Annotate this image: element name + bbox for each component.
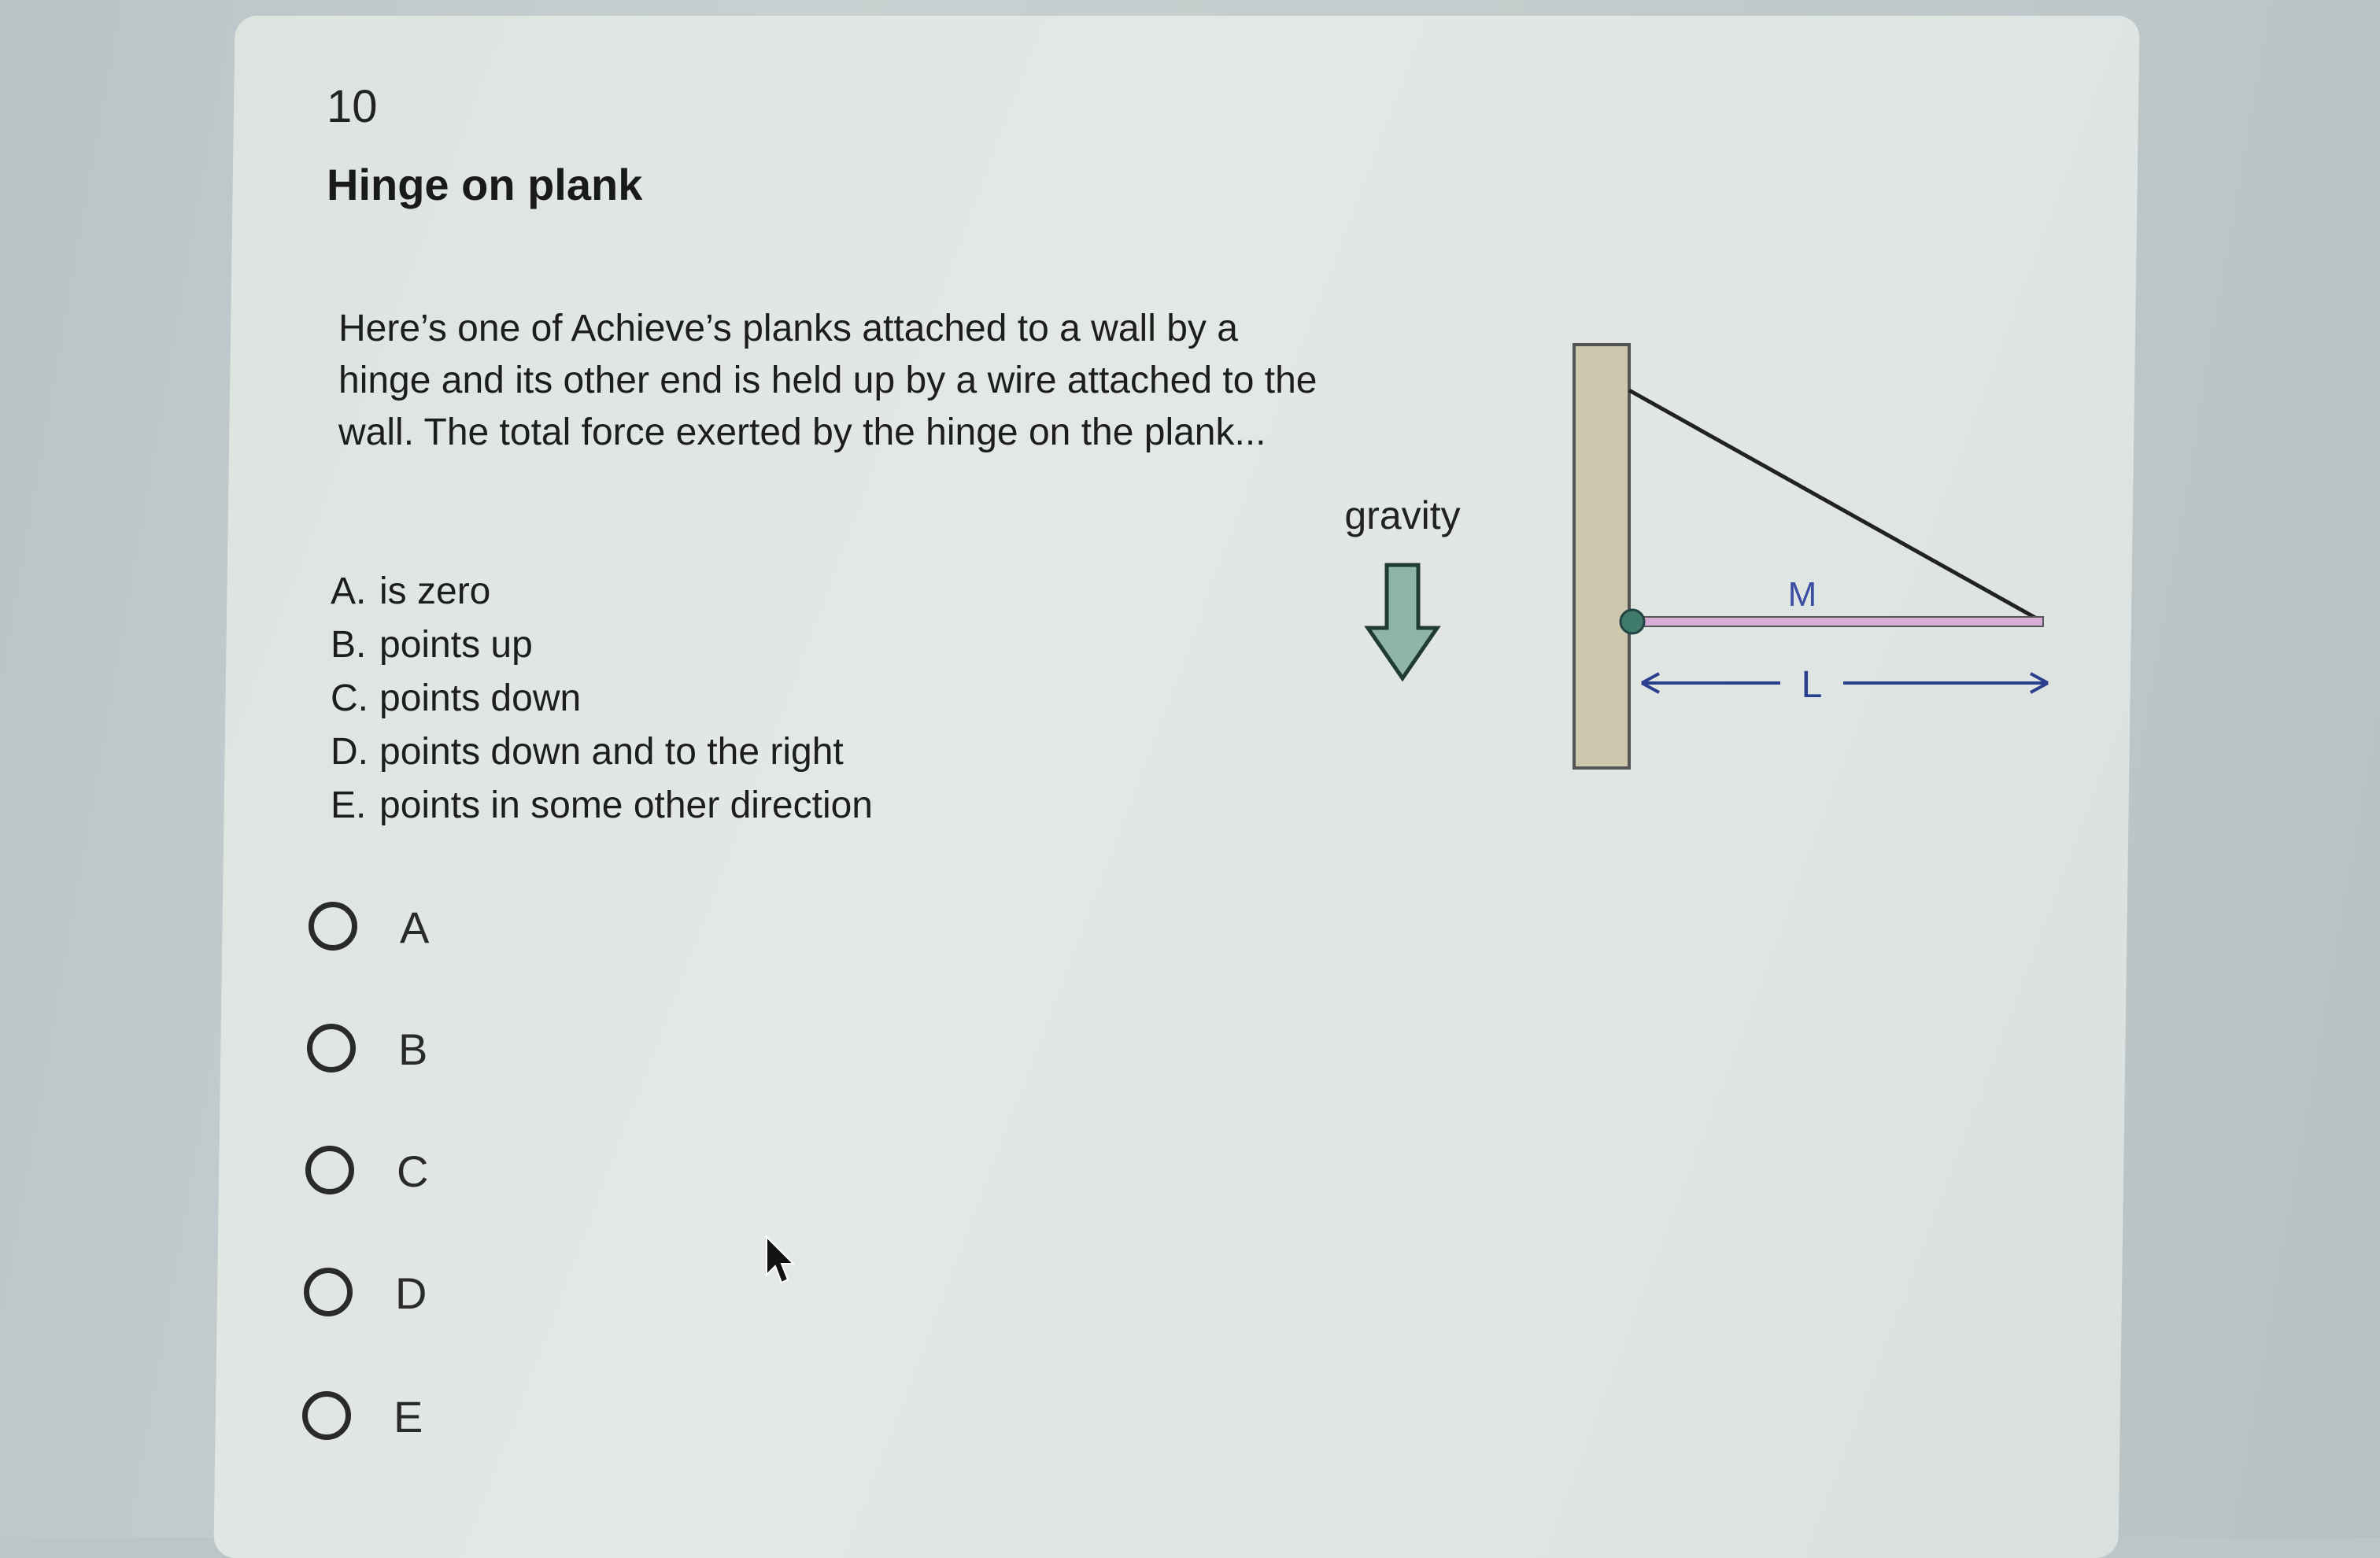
choice-text: points down: [379, 677, 582, 719]
gravity-label: gravity: [1344, 493, 1461, 537]
mouse-pointer-icon: [765, 1235, 796, 1286]
answer-option-a[interactable]: [299, 897, 614, 968]
wall: [1574, 345, 1629, 768]
choice-item: [331, 618, 873, 672]
question-text: Here’s one of Achieve’s planks attached to a wall by a hinge and its other end is held up by a wire attached to the wall. The total force exerted by the hinge on the plank...: [338, 308, 1318, 453]
radio-unchecked-icon[interactable]: [305, 1146, 354, 1194]
answer-option-b[interactable]: [298, 1019, 612, 1090]
choice-letter: A.: [331, 570, 367, 612]
answer-option-label[interactable]: C: [397, 1146, 429, 1196]
hinge-plank-diagram: [1330, 330, 2070, 787]
choice-item: [331, 672, 873, 725]
answer-option-label[interactable]: A: [400, 903, 430, 952]
length-dimension: [1642, 674, 2048, 692]
choice-text: is zero: [379, 570, 491, 612]
radio-unchecked-icon[interactable]: [302, 1391, 351, 1440]
choice-letter: C.: [331, 677, 368, 719]
answer-option-e[interactable]: [293, 1386, 608, 1457]
choice-list: [331, 565, 873, 833]
answer-option-d[interactable]: [294, 1263, 609, 1334]
choice-letter: D.: [331, 731, 368, 773]
answer-option-label[interactable]: E: [394, 1392, 423, 1442]
choice-letter: E.: [331, 785, 367, 826]
answer-option-c[interactable]: [296, 1141, 611, 1212]
question-title: Hinge on plank: [327, 160, 643, 209]
mass-label: M: [1787, 575, 1817, 614]
choice-text: points down and to the right: [379, 731, 844, 773]
choice-item: [331, 725, 873, 779]
choice-item: [331, 565, 873, 618]
length-label: L: [1801, 664, 1823, 706]
plank: [1632, 617, 2043, 626]
choice-letter: B.: [331, 624, 367, 666]
radio-unchecked-icon[interactable]: [309, 902, 357, 951]
choice-text: points up: [379, 624, 533, 666]
question-number: 10: [327, 81, 378, 132]
answer-option-label[interactable]: B: [398, 1025, 428, 1074]
choice-item: [331, 779, 873, 833]
radio-unchecked-icon[interactable]: [304, 1268, 353, 1316]
choice-text: points in some other direction: [379, 785, 873, 826]
down-arrow-icon: [1368, 565, 1437, 678]
support-wire: [1629, 390, 2042, 622]
hinge-icon: [1621, 610, 1644, 633]
radio-unchecked-icon[interactable]: [307, 1024, 356, 1073]
answer-option-label[interactable]: D: [395, 1268, 427, 1318]
